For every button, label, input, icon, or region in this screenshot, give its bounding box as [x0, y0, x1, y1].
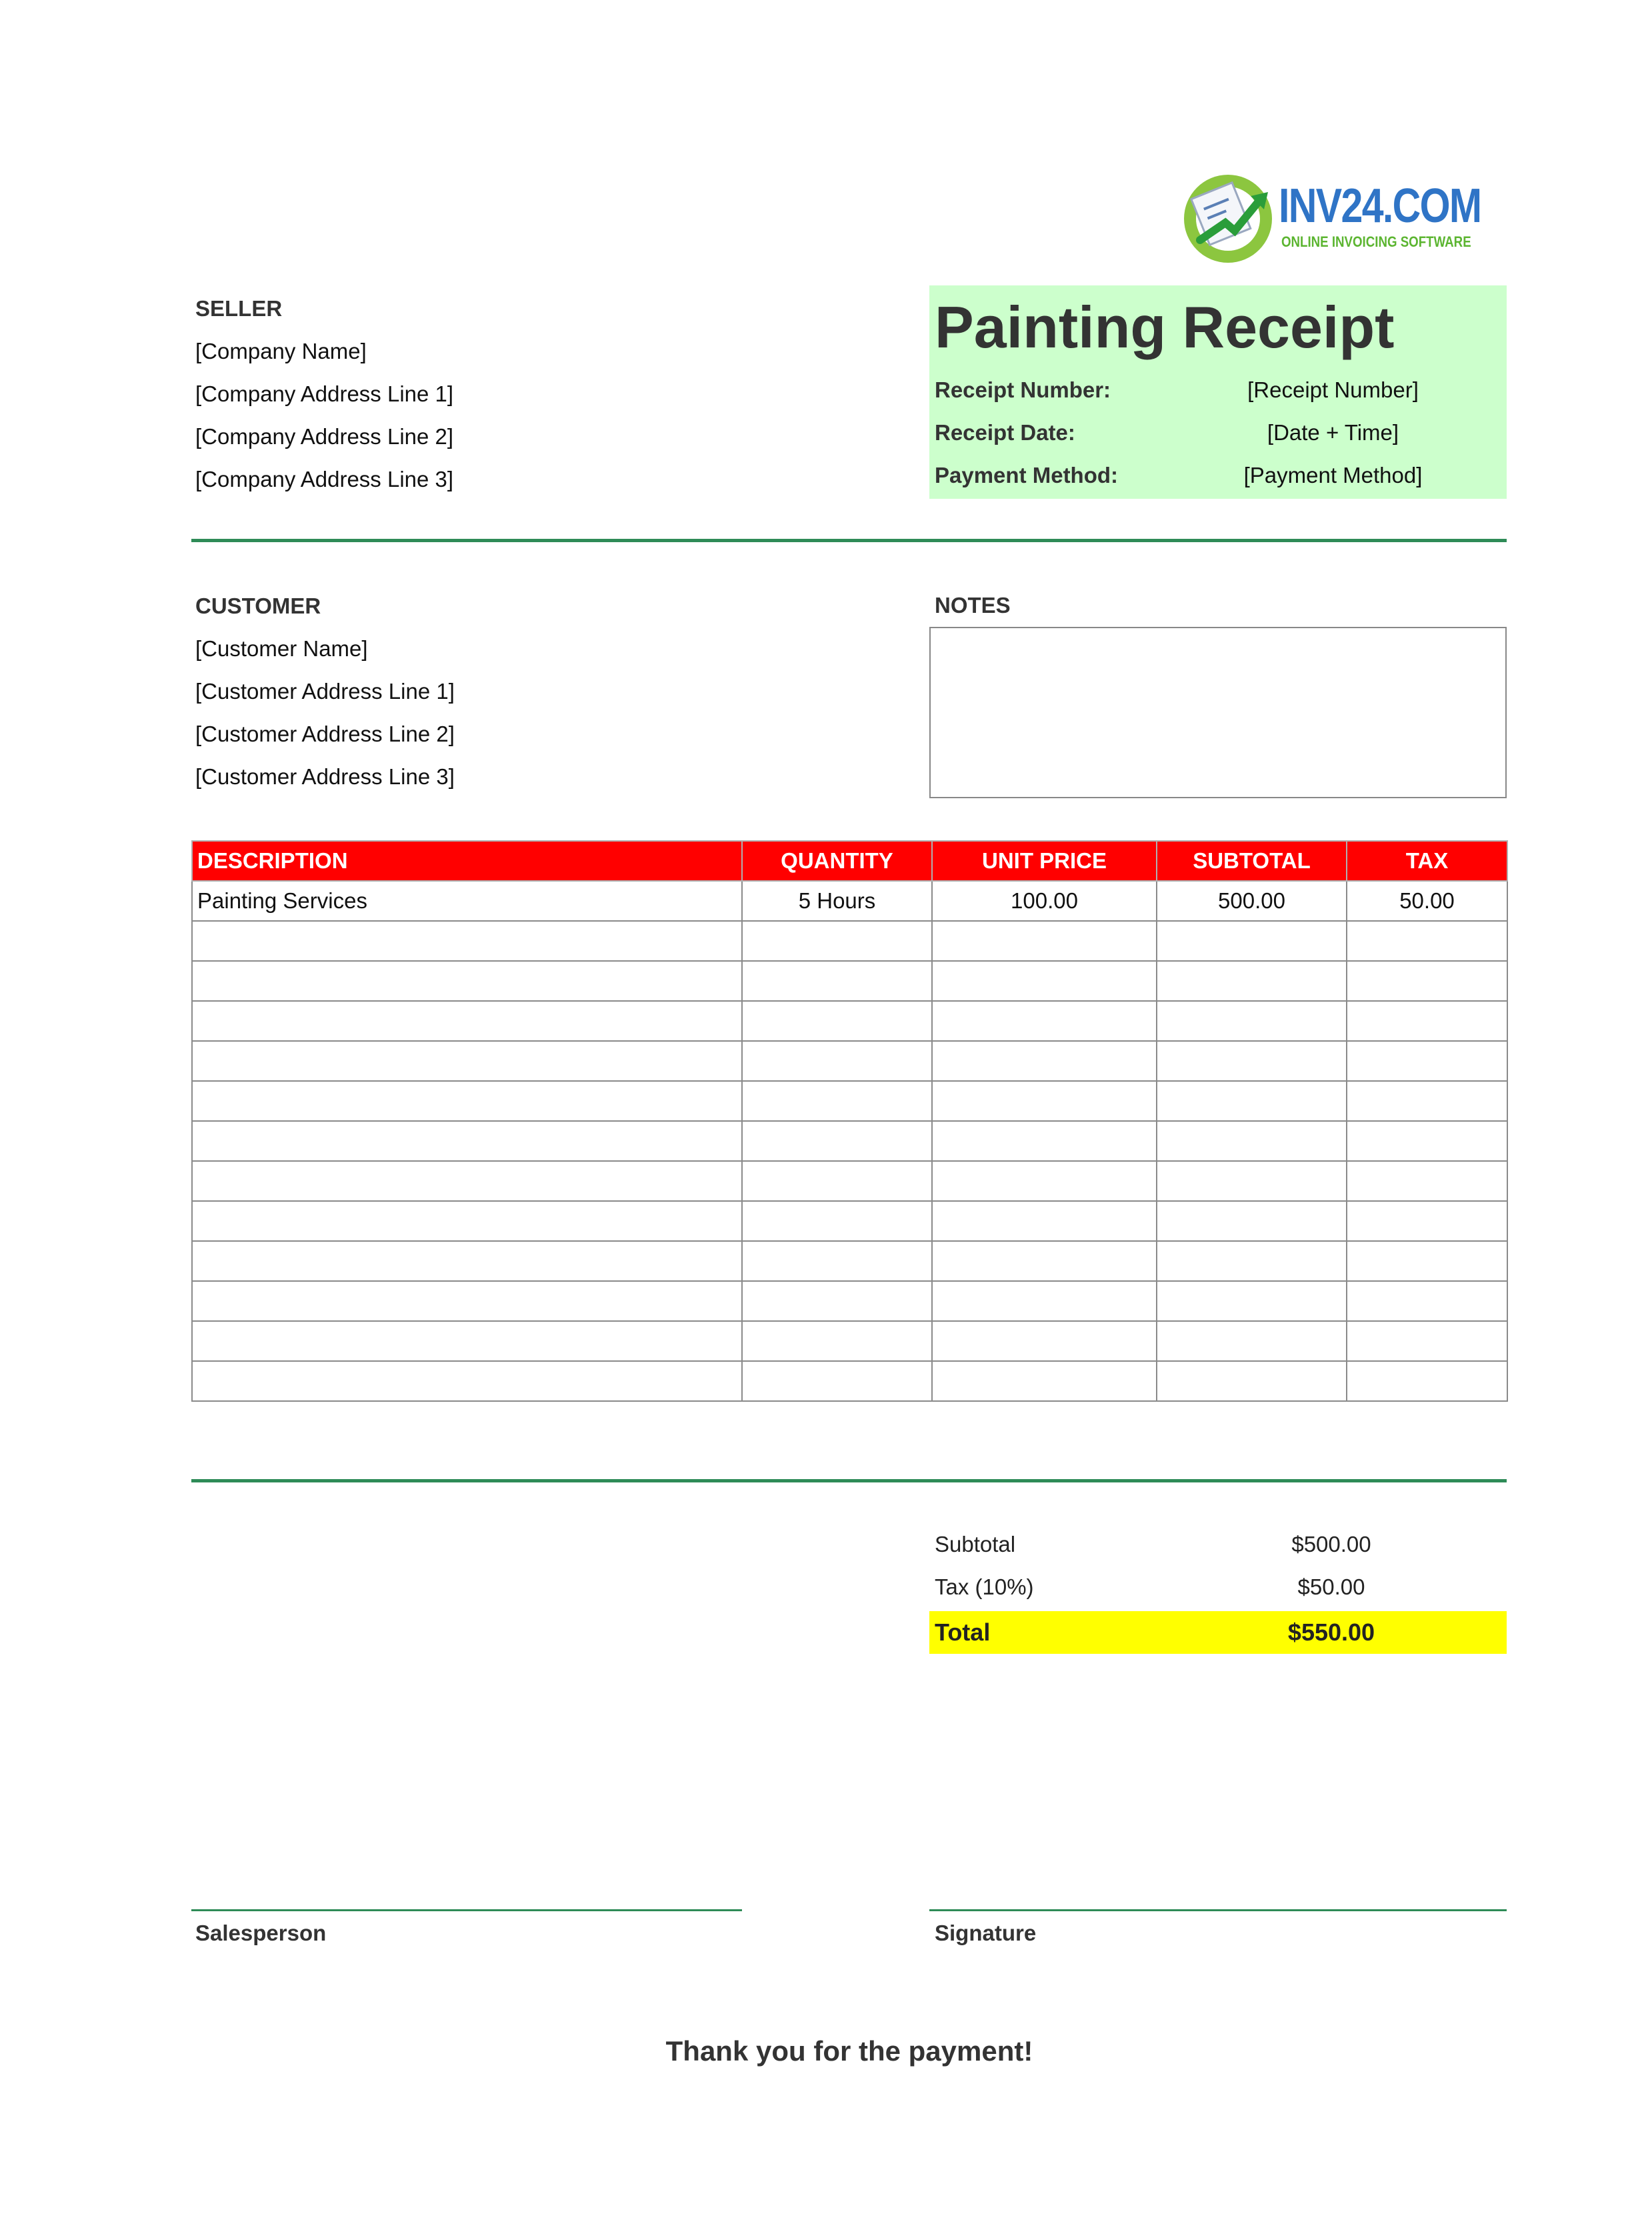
- col-description-header: DESCRIPTION: [192, 841, 742, 881]
- cell-subtotal[interactable]: [1157, 1361, 1347, 1401]
- cell-unit-price[interactable]: [932, 1121, 1157, 1161]
- receipt-number-row: [935, 369, 1501, 411]
- table-row: [192, 921, 1507, 961]
- cell-quantity[interactable]: [742, 1361, 932, 1401]
- cell-subtotal[interactable]: [1157, 1241, 1347, 1281]
- notes-heading: NOTES: [935, 593, 1011, 618]
- cell-subtotal[interactable]: 500.00: [1157, 881, 1347, 921]
- cell-subtotal[interactable]: [1157, 1041, 1347, 1081]
- totals-divider: [191, 1479, 1507, 1482]
- table-row: [192, 1321, 1507, 1361]
- receipt-number-value: [Receipt Number]: [1247, 377, 1419, 402]
- cell-quantity[interactable]: [742, 1041, 932, 1081]
- line-items-table: [191, 840, 1508, 1402]
- table-row: [192, 1281, 1507, 1321]
- cell-unit-price[interactable]: [932, 1241, 1157, 1281]
- cell-subtotal[interactable]: [1157, 1081, 1347, 1121]
- col-subtotal-header: SUBTOTAL: [1157, 841, 1347, 881]
- cell-subtotal[interactable]: [1157, 1201, 1347, 1241]
- cell-unit-price[interactable]: [932, 1001, 1157, 1041]
- table-row: [192, 1361, 1507, 1401]
- cell-description[interactable]: [192, 1121, 742, 1161]
- customer-block: [195, 593, 455, 806]
- cell-subtotal[interactable]: [1157, 1321, 1347, 1361]
- receipt-date-value: [Date + Time]: [1267, 420, 1399, 445]
- receipt-title: Painting Receipt: [935, 294, 1395, 360]
- salesperson-label: Salesperson: [195, 1921, 327, 1945]
- table-row: [192, 1081, 1507, 1121]
- cell-unit-price[interactable]: [932, 1361, 1157, 1401]
- cell-subtotal[interactable]: [1157, 1281, 1347, 1321]
- cell-tax[interactable]: [1347, 1041, 1507, 1081]
- signature-label: Signature: [935, 1921, 1037, 1945]
- cell-tax[interactable]: [1347, 1321, 1507, 1361]
- cell-tax[interactable]: [1347, 1241, 1507, 1281]
- tax-value: $50.00: [1297, 1574, 1365, 1599]
- cell-quantity[interactable]: [742, 1201, 932, 1241]
- col-unit-price-header: UNIT PRICE: [932, 841, 1157, 881]
- cell-unit-price[interactable]: [932, 1041, 1157, 1081]
- cell-quantity[interactable]: [742, 1121, 932, 1161]
- subtotal-value: $500.00: [1291, 1532, 1371, 1556]
- cell-description[interactable]: [192, 961, 742, 1001]
- cell-tax[interactable]: [1347, 921, 1507, 961]
- receipt-number-label: Receipt Number:: [935, 377, 1111, 402]
- receipt-date-label: Receipt Date:: [935, 420, 1075, 445]
- cell-description[interactable]: [192, 1321, 742, 1361]
- cell-subtotal[interactable]: [1157, 1001, 1347, 1041]
- col-quantity-header: QUANTITY: [742, 841, 932, 881]
- cell-description[interactable]: [192, 1281, 742, 1321]
- table-row: [192, 1161, 1507, 1201]
- cell-tax[interactable]: 50.00: [1347, 881, 1507, 921]
- cell-description[interactable]: [192, 1201, 742, 1241]
- total-row: [929, 1611, 1507, 1654]
- table-header-row: [192, 841, 1507, 881]
- subtotal-row: [929, 1523, 1507, 1566]
- cell-quantity[interactable]: [742, 1161, 932, 1201]
- cell-description[interactable]: [192, 1361, 742, 1401]
- cell-unit-price[interactable]: 100.00: [932, 881, 1157, 921]
- seller-heading: SELLER: [195, 296, 283, 321]
- cell-unit-price[interactable]: [932, 1201, 1157, 1241]
- seller-address-line-1: [Company Address Line 1]: [195, 381, 454, 406]
- cell-quantity[interactable]: [742, 1081, 932, 1121]
- cell-subtotal[interactable]: [1157, 1121, 1347, 1161]
- thank-you-message: Thank you for the payment!: [665, 2035, 1033, 2067]
- cell-description[interactable]: [192, 1041, 742, 1081]
- cell-tax[interactable]: [1347, 1121, 1507, 1161]
- customer-address-line-2: [Customer Address Line 2]: [195, 722, 455, 746]
- customer-address-line-3: [Customer Address Line 3]: [195, 764, 455, 789]
- cell-quantity[interactable]: [742, 1001, 932, 1041]
- cell-description[interactable]: [192, 921, 742, 961]
- cell-quantity[interactable]: [742, 1241, 932, 1281]
- cell-description[interactable]: [192, 1081, 742, 1121]
- customer-address-line-1: [Customer Address Line 1]: [195, 679, 455, 704]
- cell-quantity[interactable]: [742, 1281, 932, 1321]
- cell-description[interactable]: Painting Services: [192, 881, 742, 921]
- table-row: [192, 1121, 1507, 1161]
- cell-quantity[interactable]: [742, 961, 932, 1001]
- total-value: $550.00: [1287, 1618, 1375, 1646]
- customer-heading: CUSTOMER: [195, 594, 321, 618]
- seller-block: [195, 295, 453, 509]
- cell-description[interactable]: [192, 1241, 742, 1281]
- seller-address-line-3: [Company Address Line 3]: [195, 467, 454, 491]
- salesperson-line: [191, 1909, 742, 1911]
- payment-method-row: [935, 454, 1501, 497]
- table-row: [192, 1041, 1507, 1081]
- cell-tax[interactable]: [1347, 1161, 1507, 1201]
- cell-tax[interactable]: [1347, 1281, 1507, 1321]
- payment-method-label: Payment Method:: [935, 463, 1119, 487]
- total-label: Total: [935, 1618, 991, 1646]
- cell-unit-price[interactable]: [932, 961, 1157, 1001]
- cell-description[interactable]: [192, 1001, 742, 1041]
- brand-name: INV24.COM: [1279, 179, 1481, 233]
- tax-label: Tax (10%): [935, 1574, 1034, 1599]
- payment-method-value: [Payment Method]: [1243, 463, 1423, 487]
- receipt-date-row: [935, 411, 1501, 454]
- table-row: [192, 1001, 1507, 1041]
- cell-unit-price[interactable]: [932, 1281, 1157, 1321]
- table-row: [192, 1241, 1507, 1281]
- cell-unit-price[interactable]: [932, 1081, 1157, 1121]
- section-divider: [191, 539, 1507, 542]
- cell-unit-price[interactable]: [932, 1161, 1157, 1201]
- seller-address-line-2: [Company Address Line 2]: [195, 424, 454, 449]
- cell-description[interactable]: [192, 1161, 742, 1201]
- table-row: [192, 881, 1507, 921]
- subtotal-label: Subtotal: [935, 1532, 1016, 1556]
- cell-quantity[interactable]: [742, 1321, 932, 1361]
- cell-unit-price[interactable]: [932, 921, 1157, 961]
- notes-box[interactable]: [929, 627, 1507, 798]
- col-tax-header: TAX: [1347, 841, 1507, 881]
- cell-quantity[interactable]: 5 Hours: [742, 881, 932, 921]
- cell-quantity[interactable]: [742, 921, 932, 961]
- seller-company-name: [Company Name]: [195, 339, 367, 363]
- cell-tax[interactable]: [1347, 1361, 1507, 1401]
- table-row: [192, 961, 1507, 1001]
- cell-unit-price[interactable]: [932, 1321, 1157, 1361]
- table-row: [192, 1201, 1507, 1241]
- signature-line: [929, 1909, 1507, 1911]
- cell-subtotal[interactable]: [1157, 961, 1347, 1001]
- cell-tax[interactable]: [1347, 961, 1507, 1001]
- cell-subtotal[interactable]: [1157, 921, 1347, 961]
- customer-name: [Customer Name]: [195, 636, 368, 661]
- brand-tagline: ONLINE INVOICING SOFTWARE: [1281, 233, 1471, 250]
- cell-tax[interactable]: [1347, 1001, 1507, 1041]
- cell-subtotal[interactable]: [1157, 1161, 1347, 1201]
- cell-tax[interactable]: [1347, 1081, 1507, 1121]
- logo-mark-icon: [1173, 167, 1280, 267]
- tax-row: [929, 1566, 1507, 1608]
- cell-tax[interactable]: [1347, 1201, 1507, 1241]
